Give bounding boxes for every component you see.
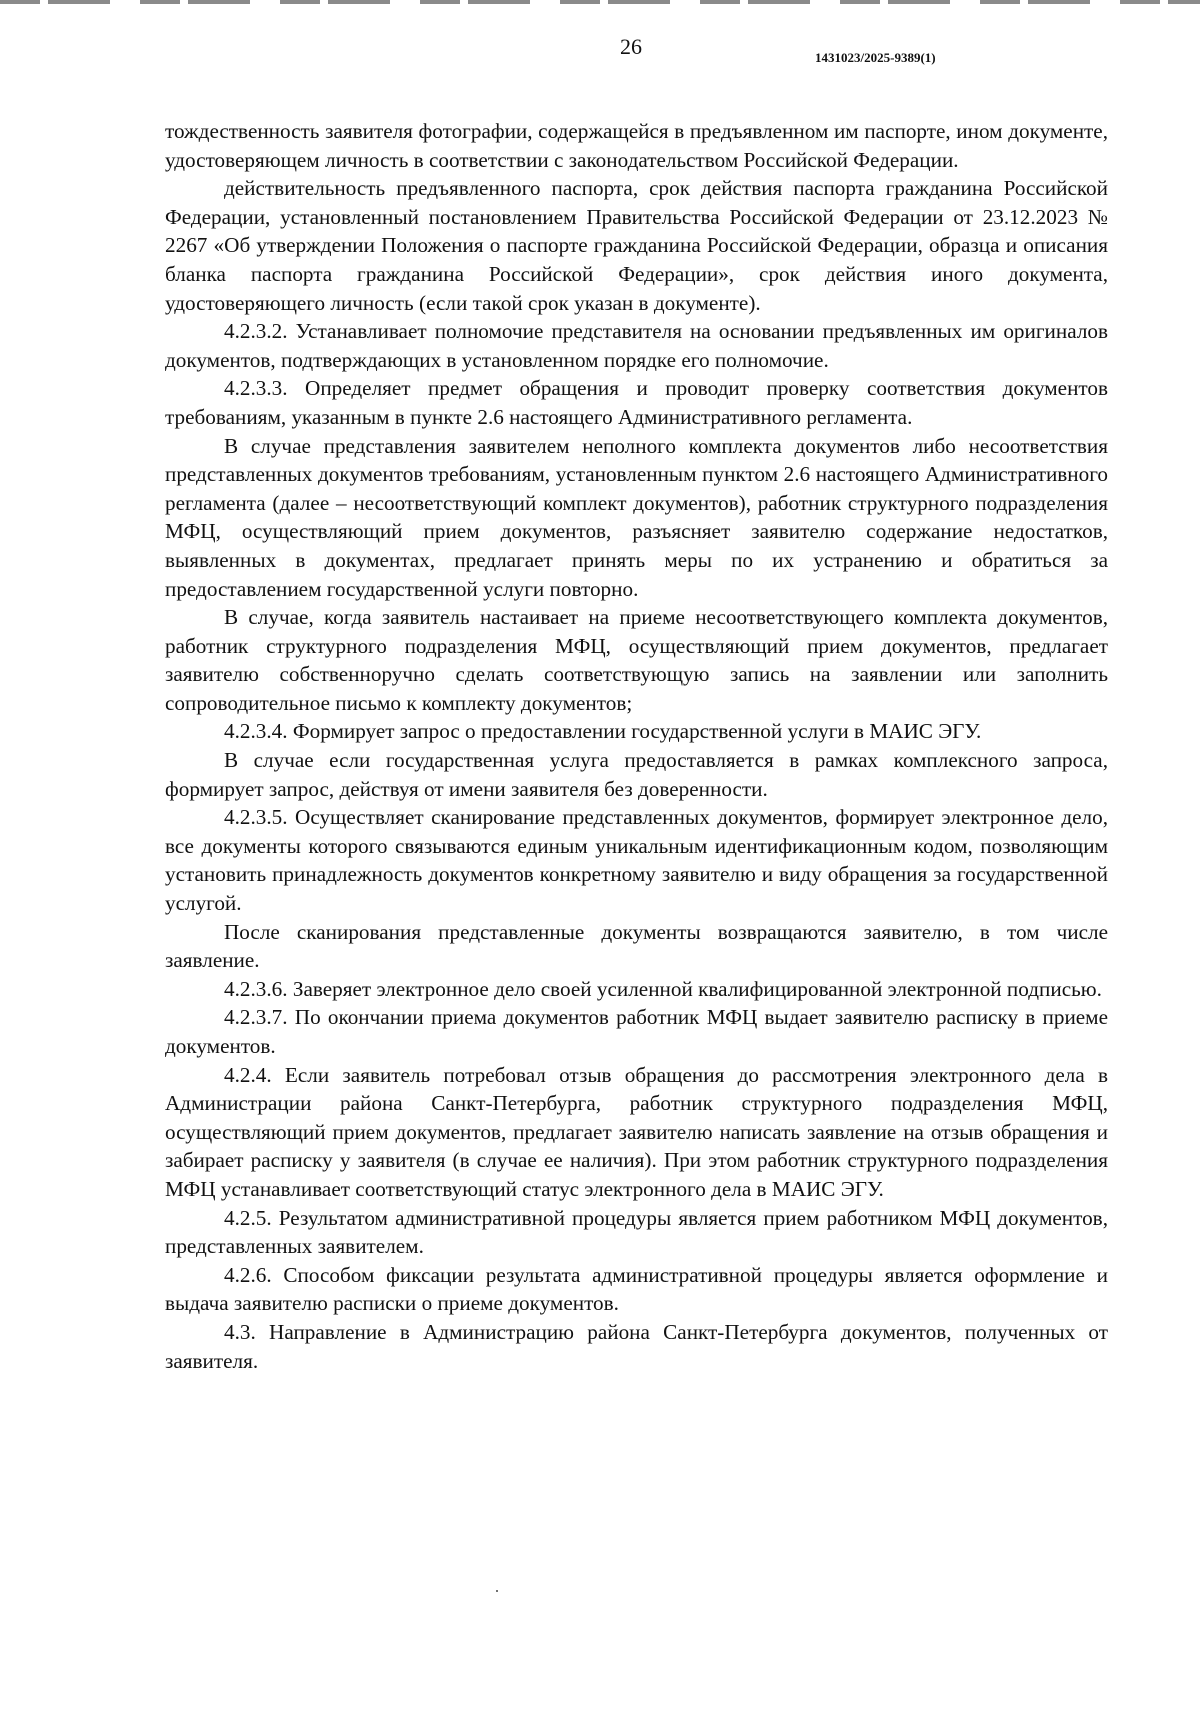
paragraph: действительность предъявленного паспорта, срок действия паспорта гражданина Российской Федерации, установленный постановлением Правительства Российской Федерации от 23.12.2023 № 2267 «Об утверждении Положения о паспорте гражданина Российской Федерации, образца и описания бланка паспорта гражданина Российской Федерации», срок действия иного документа, удостоверяющего личность (если такой срок указан в документе). [165,176,1108,315]
paragraph: тождественность заявителя фотографии, содержащейся в предъявленном им паспорте, ином документе, удостоверяющем личность в соответствии с законодательством Российской Федерации. [165,119,1108,172]
section-heading: 4.3. Направление в Администрацию района Санкт-Петербурга документов, полученных от заявителя. [165,1319,1108,1373]
paragraph: В случае представления заявителем неполного комплекта документов либо несоответствия представленных документов требованиям, установленным пунктом 2.6 настоящего Административного регламента (далее – несоответствующий комплект документов), работник структурного подразделения МФЦ, осуществляющий прием документов, разъясняет заявителю содержание недостатков, выявленных в документах, предлагает принять меры по их устранению и обратиться за предоставлением государственной услуги повторно. [165,433,1108,601]
scan-edge-artifact [0,0,1200,4]
document-body [165,117,1108,1375]
page-number: 26 [620,34,642,59]
paragraph: 4.2.3.4. Формирует запрос о предоставлении государственной услуги в МАИС ЭГУ. [224,719,982,744]
paragraph: 4.2.5. Результатом административной процедуры является прием работником МФЦ документов, представленных заявителем. [165,1205,1108,1259]
document-code: 1431023/2025-9389(1) [815,50,936,65]
paragraph: 4.2.3.6. Заверяет электронное дело своей усиленной квалифицированной электронной подписью. [224,976,1102,1001]
paragraph: 4.2.3.5. Осуществляет сканирование представленных документов, формирует электронное дело, все документы которого связываются единым уникальным идентификационным кодом, позволяющим установить принадлежность документов конкретному заявителю и виду обращения за государственной услугой. [165,805,1108,916]
paragraph: В случае, когда заявитель настаивает на приеме несоответствующего комплекта документов, работник структурного подразделения МФЦ, осуществляющий прием документов, предлагает заявителю собственноручно сделать соответствующую запись на заявлении или заполнить сопроводительное письмо к комплекту документов; [165,605,1108,715]
paragraph: 4.2.6. Способом фиксации результата административной процедуры является оформление и выдача заявителю расписки о приеме документов. [165,1262,1108,1316]
paragraph: 4.2.4. Если заявитель потребовал отзыв обращения до рассмотрения электронного дела в Администрации района Санкт-Петербурга, работник структурного подразделения МФЦ, осуществляющий прием документов, предлагает заявителю написать заявление на отзыв обращения и забирает расписку у заявителя (в случае ее наличия). При этом работник структурного подразделения МФЦ устанавливает соответствующий статус электронного дела в МАИС ЭГУ. [165,1062,1108,1201]
paragraph: 4.2.3.7. По окончании приема документов работник МФЦ выдает заявителю расписку в приеме документов. [165,1005,1108,1058]
paragraph: 4.2.3.3. Определяет предмет обращения и проводит проверку соответствия документов требованиям, указанным в пункте 2.6 настоящего Административного регламента. [165,376,1108,429]
paragraph: 4.2.3.2. Устанавливает полномочие представителя на основании предъявленных им оригиналов документов, подтверждающих в установленном порядке его полномочие. [165,319,1108,372]
paragraph: После сканирования представленные документы возвращаются заявителю, в том числе заявление. [165,919,1108,973]
scan-dot-artifact [496,1590,498,1592]
paragraph: В случае если государственная услуга предоставляется в рамках комплексного запроса, формирует запрос, действуя от имени заявителя без доверенности. [165,748,1108,801]
